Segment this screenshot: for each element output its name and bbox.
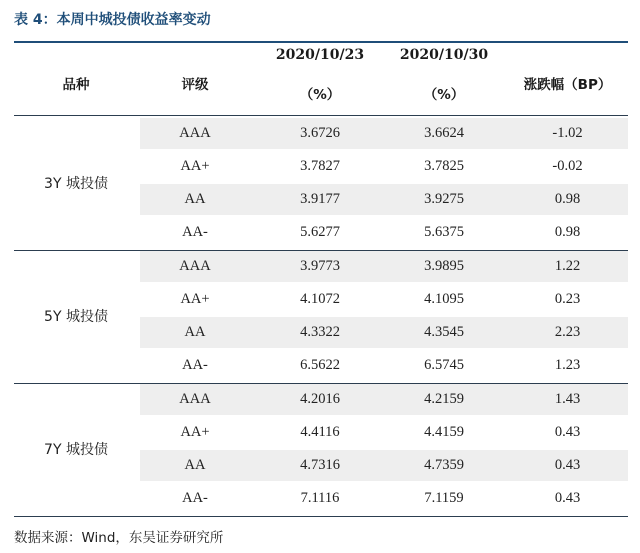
header-rating: 评级: [181, 77, 209, 93]
change-bp-cell: 1.23: [554, 357, 581, 373]
yield-2020-10-23-cell: 4.1072: [300, 291, 340, 307]
yield-2020-10-30-cell: 7.1159: [424, 490, 464, 506]
yield-2020-10-23-cell: 3.9177: [300, 191, 340, 207]
rating-cell: AA: [184, 324, 206, 340]
change-bp-cell: -1.02: [552, 125, 583, 141]
group-label: 3Y 城投债: [44, 176, 108, 192]
yield-2020-10-30-cell: 4.2159: [424, 391, 464, 407]
rating-cell: AA: [184, 191, 206, 207]
yield-2020-10-30-cell: 3.9275: [424, 191, 464, 207]
header-change: 涨跌幅（BP）: [523, 77, 612, 93]
change-bp-cell: 0.98: [554, 191, 581, 207]
rating-cell: AA+: [180, 424, 210, 440]
yield-2020-10-23-cell: 4.4116: [300, 424, 340, 440]
yield-2020-10-23-cell: 4.3322: [300, 324, 340, 340]
yield-2020-10-23-cell: 3.9773: [300, 258, 340, 274]
yield-2020-10-23-cell: 5.6277: [300, 224, 340, 240]
yield-2020-10-30-cell: 4.1095: [424, 291, 464, 307]
rating-cell: AA-: [182, 224, 208, 240]
yield-2020-10-23-cell: 7.1116: [300, 490, 340, 506]
yield-2020-10-30-cell: 6.5745: [424, 357, 464, 373]
yield-2020-10-30-cell: 4.4159: [424, 424, 464, 440]
header-date1: 2020/10/23: [275, 47, 365, 63]
change-bp-cell: 0.43: [554, 424, 581, 440]
yield-2020-10-30-cell: 5.6375: [424, 224, 464, 240]
change-bp-cell: 1.22: [554, 258, 581, 274]
yield-2020-10-30-cell: 3.6624: [424, 125, 464, 141]
yield-2020-10-23-cell: 4.2016: [300, 391, 340, 407]
rating-cell: AAA: [179, 391, 211, 407]
rating-cell: AAA: [179, 258, 211, 274]
change-bp-cell: 2.23: [554, 324, 581, 340]
yield-2020-10-30-cell: 3.9895: [424, 258, 464, 274]
header-variety: 品种: [62, 77, 90, 93]
header-date1-unit: （%）: [299, 87, 341, 103]
change-bp-cell: 1.43: [554, 391, 581, 407]
rating-cell: AA+: [180, 291, 210, 307]
yield-2020-10-30-cell: 3.7825: [424, 158, 464, 174]
yield-2020-10-23-cell: 6.5622: [300, 357, 340, 373]
yield-2020-10-23-cell: 3.7827: [300, 158, 340, 174]
group-label: 7Y 城投债: [44, 442, 108, 458]
group-rule: [14, 516, 628, 517]
rating-cell: AA-: [182, 490, 208, 506]
yield-2020-10-30-cell: 4.3545: [424, 324, 464, 340]
yield-2020-10-23-cell: 3.6726: [300, 125, 340, 141]
table-title: 表 4：本周中城投债收益率变动: [14, 12, 211, 28]
rating-cell: AA+: [180, 158, 210, 174]
change-bp-cell: 0.43: [554, 457, 581, 473]
yield-2020-10-30-cell: 4.7359: [424, 457, 464, 473]
change-bp-cell: 0.43: [554, 490, 581, 506]
change-bp-cell: 0.98: [554, 224, 581, 240]
header-rule: [14, 115, 628, 116]
rating-cell: AA: [184, 457, 206, 473]
top-rule: [14, 41, 628, 43]
change-bp-cell: -0.02: [552, 158, 583, 174]
rating-cell: AA-: [182, 357, 208, 373]
yield-2020-10-23-cell: 4.7316: [300, 457, 340, 473]
rating-cell: AAA: [179, 125, 211, 141]
source-note: 数据来源：Wind，东吴证券研究所: [14, 530, 224, 546]
change-bp-cell: 0.23: [554, 291, 581, 307]
header-date2: 2020/10/30: [399, 47, 489, 63]
group-label: 5Y 城投债: [44, 309, 108, 325]
header-date2-unit: （%）: [423, 87, 465, 103]
